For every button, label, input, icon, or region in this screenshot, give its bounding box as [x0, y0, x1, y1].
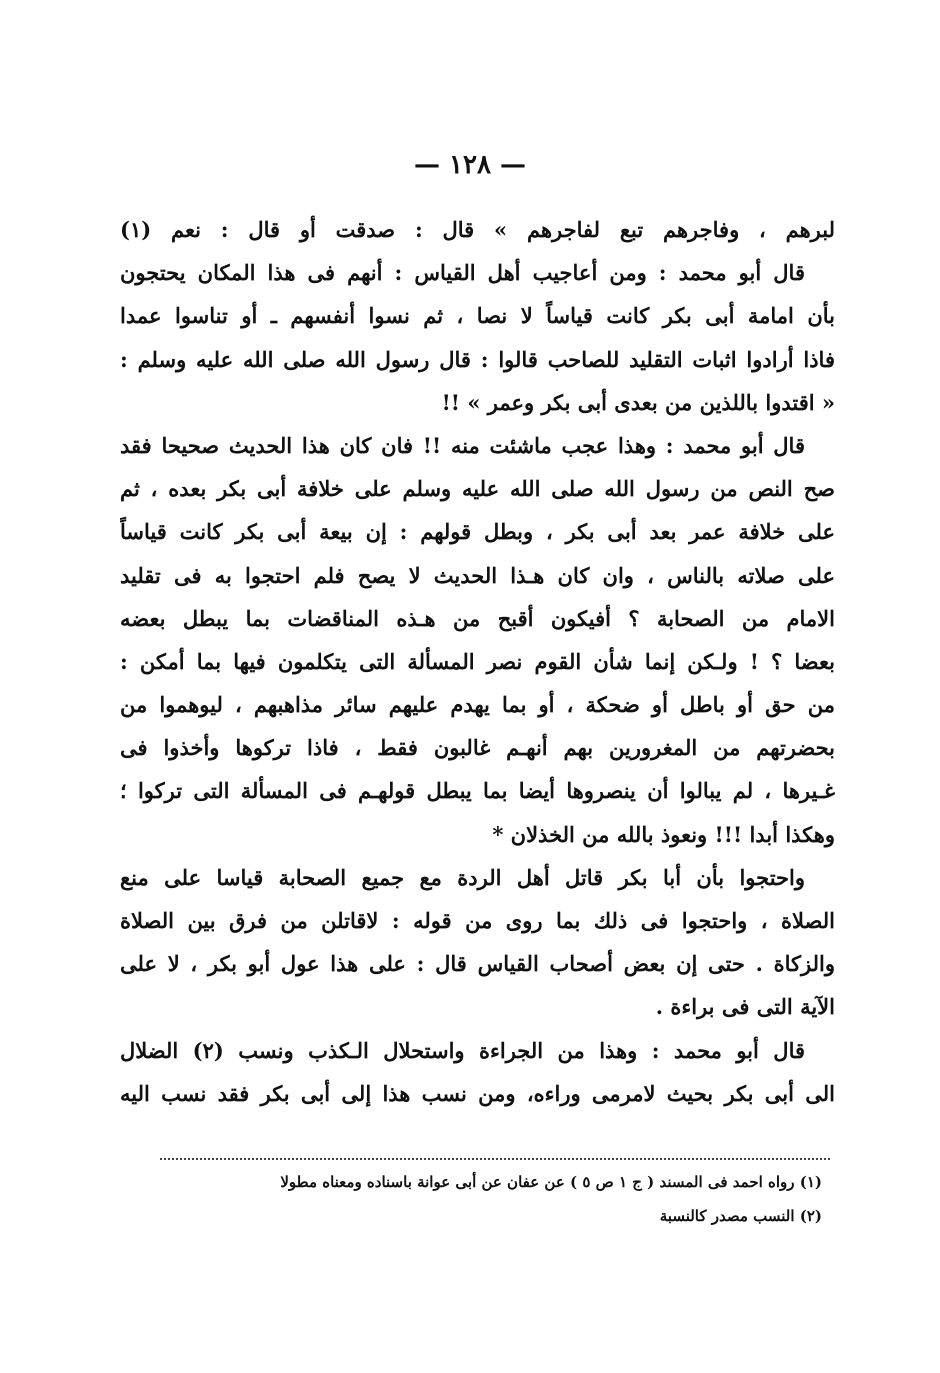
text-line: لبرهم ، وفاجرهم تبع لفاجرهم » قال : صدقت أو قال : نعم (١): [120, 217, 835, 242]
body-text: [120, 208, 835, 1115]
text-line: صح النص من رسول الله صلى الله عليه وسلم على خلافة أبى بكر بعده ، ثم: [120, 476, 835, 502]
footnote-divider: [160, 1158, 830, 1160]
text-line: واحتجوا بأن أبا بكر قاتل أهل الردة مع جميع الصحابة قياسا على منع: [120, 864, 805, 890]
text-line: الامام من الصحابة ؟ أفيكون أقبح من هـذه المناقضات بما يبطل بعضه: [120, 605, 835, 631]
text-line: على صلاته بالناس ، وان كان هـذا الحديث لا يصح فلم احتجوا به فى تقليد: [120, 562, 835, 588]
text-line: فاذا أرادوا اثبات التقليد للصاحب قالوا : قال رسول الله صلى الله عليه وسلم :: [120, 346, 835, 372]
text-line: قال أبو محمد : وهذا من الجراءة واستحلال الـكذب ونسب (٢) الضلال: [120, 1037, 806, 1063]
text-line: قال أبو محمد : وهذا عجب ماشئت منه !! فان كان هذا الحديث صحيحا فقد: [120, 432, 805, 458]
text-line: بعضا ؟ ! ولـكن إنما شأن القوم نصر المسألة التى يتكلمون فيها بما أمكن :: [120, 648, 835, 674]
footnotes: [150, 1165, 822, 1233]
text-line: الصلاة ، واحتجوا فى ذلك بما روى من قوله : لاقاتلن من فرق بين الصلاة: [120, 908, 835, 933]
text-line: وهكذا أبدا !!! ونعوذ بالله من الخذلان *: [492, 821, 835, 847]
text-line: والزكاة . حتى إن بعض أصحاب القياس قال : على هذا عول أبو بكر ، لا على: [120, 951, 835, 977]
text-line: بحضرتهم من المغرورين بهم أنهـم غالبون فقط ، فاذا تركوها وأخذوا فى: [120, 735, 835, 761]
text-line: الى أبى بكر بحيث لامرمى وراءه، ومن نسب هذا إلى أبى بكر فقد نسب اليه: [120, 1080, 835, 1106]
text-line: من حق أو باطل أو ضحكة ، أو بما يهدم عليهم سائر مذاهبهم ، ليوهموا من: [120, 692, 835, 718]
text-line: قال أبو محمد : ومن أعاجيب أهل القياس : أنهم فى هذا المكان يحتجون: [120, 260, 805, 286]
footnote: (١) رواه احمد فى المسند ( ج ١ ص ٥ ) عن عفان عن أبى عوانة باسناده ومعناه مطولا: [280, 1173, 822, 1191]
text-line: بأن امامة أبى بكر كانت قياساً لا نصا ، ثم نسوا أنفسهم ـ أو تناسوا عمدا: [120, 303, 835, 329]
text-line: « اقتدوا باللذين من بعدى أبى بكر وعمر » !!: [441, 389, 835, 415]
text-line: غـيرها ، لم يبالوا أن ينصروها أيضا بما يبطل قولهـم فى المسألة التى تركوا ؛: [120, 778, 835, 804]
text-line: الآية التى فى براءة .: [655, 994, 835, 1020]
footnote: (٢) النسب مصدر كالنسبة: [659, 1207, 822, 1225]
text-line: على خلافة عمر بعد أبى بكر ، وبطل قولهم : إن بيعة أبى بكر كانت قياساً: [120, 519, 835, 545]
page-number: — ١٢٨ —: [413, 150, 527, 180]
